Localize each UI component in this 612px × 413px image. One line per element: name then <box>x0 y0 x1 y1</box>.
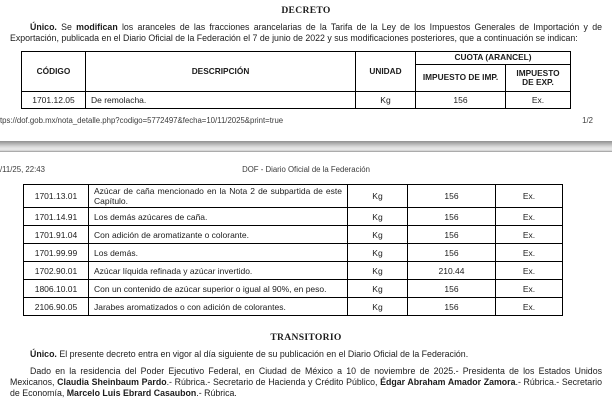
cell-descripcion: De remolacha. <box>86 92 356 109</box>
print-footer <box>0 116 612 127</box>
decree-intro-paragraph <box>10 22 602 43</box>
transitorio-paragraph <box>10 349 602 360</box>
header-impuesto-imp: IMPUESTO DE IMP. <box>416 65 506 92</box>
text-segment: Dado en la residencia del Poder Ejecutivo Federal, en Ciudad de México a 10 de noviembre de 2025.- Presidenta de los Estados Unidos Mexicanos, <box>10 365 602 387</box>
print-preview-page-1 <box>0 0 612 127</box>
page-break-divider <box>0 141 612 152</box>
print-header-title: DOF - Diario Oficial de la Federación <box>242 165 370 175</box>
cell-codigo: 1702.90.01 <box>24 262 89 280</box>
tariff-table-page1 <box>21 51 571 109</box>
page-indicator: 1/2 <box>582 116 593 126</box>
cell-descripcion: Jarabes aromatizados o con adición de colorantes. <box>89 298 348 316</box>
header-descripcion: DESCRIPCIÓN <box>86 52 356 92</box>
print-header-timestamp: /11/25, 22:43 <box>0 165 45 175</box>
tariff-table-body-page1 <box>22 92 571 109</box>
cell-impuesto-exp: Ex. <box>496 262 563 280</box>
table-row <box>22 92 571 109</box>
cell-codigo: 2106.90.05 <box>24 298 89 316</box>
header-codigo: CÓDIGO <box>22 52 86 92</box>
text-segment: .- Rúbrica.- Secretario de Economía, <box>10 376 602 398</box>
cell-codigo: 1701.13.01 <box>24 185 89 208</box>
cell-unidad: Kg <box>348 262 408 280</box>
cell-impuesto-imp: 156 <box>408 208 496 226</box>
cell-impuesto-imp: 156 <box>416 92 506 109</box>
bold-text-segment: Marcelo Luis Ebrard Casaubon <box>66 387 197 398</box>
cell-unidad: Kg <box>356 92 416 109</box>
cell-unidad: Kg <box>348 244 408 262</box>
cell-impuesto-imp: 156 <box>408 244 496 262</box>
cell-unidad: Kg <box>348 226 408 244</box>
table-row <box>24 244 563 262</box>
text-segment: .- Rúbrica.- Secretario de Hacienda y Crédito Público, <box>166 376 381 387</box>
table-row <box>24 208 563 226</box>
tariff-table-header <box>22 52 571 92</box>
cell-descripcion: Azúcar líquida refinada y azúcar invertido. <box>89 262 348 280</box>
header-unidad: UNIDAD <box>356 52 416 92</box>
tariff-table-page2 <box>23 184 563 316</box>
closing-paragraph <box>10 366 602 399</box>
print-footer-url: tps://dof.gob.mx/nota_detalle.php?codigo=5772497&fecha=10/11/2025&print=true <box>0 116 284 126</box>
cell-impuesto-imp: 156 <box>408 185 496 208</box>
cell-impuesto-imp: 156 <box>408 226 496 244</box>
tariff-table-body-page2 <box>24 185 563 316</box>
cell-descripcion: Los demás. <box>89 244 348 262</box>
table-row <box>24 226 563 244</box>
cell-codigo: 1806.10.01 <box>24 280 89 298</box>
cell-unidad: Kg <box>348 185 408 208</box>
cell-impuesto-exp: Ex. <box>496 185 563 208</box>
header-impuesto-exp: IMPUESTO DE EXP. <box>506 65 571 92</box>
cell-impuesto-exp: Ex. <box>496 280 563 298</box>
bold-text-segment: Claudia Sheinbaum Pardo <box>57 376 167 387</box>
cell-codigo: 1701.12.05 <box>22 92 86 109</box>
text-segment: El presente decreto entra en vigor al día siguiente de su publicación en el Diario Oficial de la Federación. <box>56 349 469 360</box>
cell-impuesto-exp: Ex. <box>496 226 563 244</box>
bold-text-segment: modifican <box>76 22 118 32</box>
transitorio-heading: TRANSITORIO <box>270 332 342 344</box>
print-header <box>0 165 612 176</box>
cell-unidad: Kg <box>348 280 408 298</box>
table-row <box>24 185 563 208</box>
cell-descripcion: Con un contenido de azúcar superior o igual al 90%, en peso. <box>89 280 348 298</box>
bold-text-segment: Único. <box>30 349 57 360</box>
cell-impuesto-imp: 156 <box>408 280 496 298</box>
table-row <box>24 280 563 298</box>
cell-impuesto-exp: Ex. <box>496 298 563 316</box>
text-segment: Se <box>56 22 77 32</box>
header-cuota-arancel: CUOTA (ARANCEL) <box>416 52 571 65</box>
decree-heading: DECRETO <box>281 5 331 16</box>
cell-unidad: Kg <box>348 298 408 316</box>
table-row <box>24 262 563 280</box>
cell-unidad: Kg <box>348 208 408 226</box>
cell-descripcion: Los demás azúcares de caña. <box>89 208 348 226</box>
cell-impuesto-exp: Ex. <box>496 208 563 226</box>
cell-impuesto-imp: 210.44 <box>408 262 496 280</box>
print-preview-page-2 <box>0 165 612 399</box>
text-segment: .- Rúbrica. <box>196 387 237 398</box>
cell-descripcion: Azúcar de caña mencionado en la Nota 2 de subpartida de este Capítulo. <box>89 185 348 208</box>
bold-text-segment: Único. <box>30 22 57 32</box>
text-segment: los aranceles de las fracciones arancelarias de la Tarifa de la Ley de los Impuestos Generales de Importación y de Exportación, publicada en el Diario Oficial de la Federación el 7 de junio de 2022 y sus modificaciones posteriores, que a continuación se indican: <box>10 22 602 43</box>
cell-impuesto-exp: Ex. <box>496 244 563 262</box>
cell-codigo: 1701.91.04 <box>24 226 89 244</box>
cell-impuesto-imp: 156 <box>408 298 496 316</box>
cell-codigo: 1701.99.99 <box>24 244 89 262</box>
cell-impuesto-exp: Ex. <box>506 92 571 109</box>
cell-codigo: 1701.14.91 <box>24 208 89 226</box>
table-header-row-top <box>22 52 571 65</box>
cell-descripcion: Con adición de aromatizante o colorante. <box>89 226 348 244</box>
bold-text-segment: Édgar Abraham Amador Zamora <box>380 376 516 387</box>
table-row <box>24 298 563 316</box>
